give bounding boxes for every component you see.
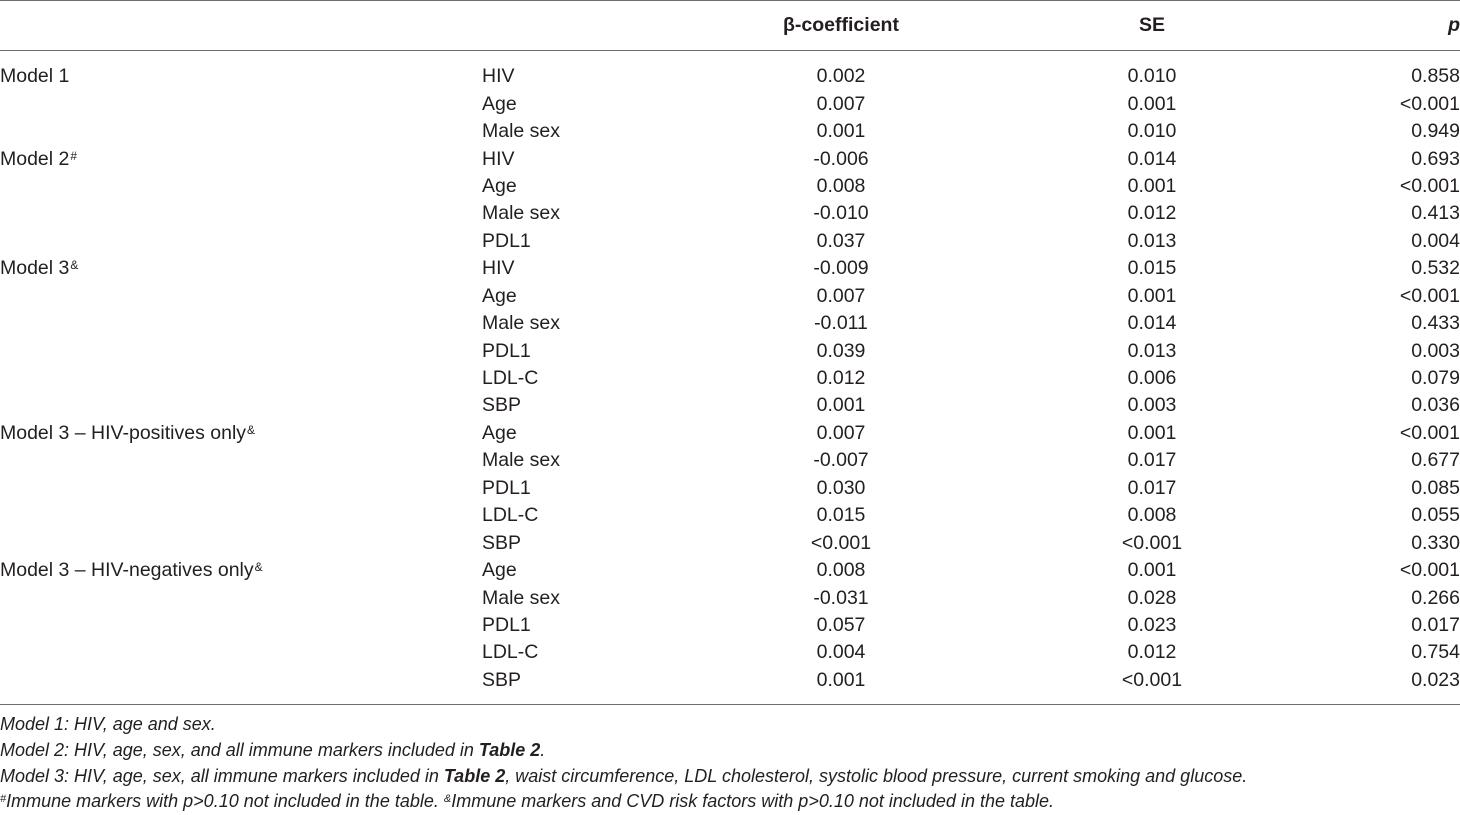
- cell-model: [0, 612, 482, 639]
- cell-se-text: 0.015: [1127, 257, 1177, 280]
- cell-se-text: 0.014: [1127, 312, 1177, 335]
- cell-beta-coefficient: [682, 173, 1004, 200]
- cell-p-value: [1304, 145, 1460, 172]
- cell-se-text: 0.010: [1127, 65, 1177, 88]
- cell-beta-coefficient-text: -0.010: [813, 202, 869, 225]
- cell-beta-coefficient-text: -0.011: [814, 312, 868, 335]
- cell-model: [0, 51, 482, 91]
- table-row: [0, 51, 1460, 91]
- cell-variable: PDL1: [482, 476, 531, 499]
- cell-model: [0, 118, 482, 145]
- cell-beta-coefficient-text: -0.031: [813, 586, 869, 609]
- cell-model: [0, 557, 482, 584]
- cell-p-value-text: 0.330: [1411, 531, 1460, 554]
- cell-variable: SBP: [482, 394, 522, 417]
- cell-p-value-text: <0.001: [1399, 559, 1460, 582]
- cell-variable: Male sex: [482, 586, 561, 609]
- cell-p-value-text: <0.001: [1399, 421, 1460, 444]
- cell-p-value: [1304, 90, 1460, 117]
- table-row: [0, 420, 1460, 447]
- table-row: [0, 173, 1460, 200]
- header-p-value: [1304, 1, 1460, 51]
- cell-se-text: 0.001: [1127, 559, 1177, 582]
- cell-beta-coefficient-text: 0.001: [816, 120, 866, 143]
- cell-variable: Age: [482, 284, 517, 307]
- cell-se: [1004, 337, 1304, 364]
- footnote-model-3-prefix: Model 3: HIV, age, sex, all immune markers included in: [0, 765, 444, 786]
- cell-variable: HIV: [482, 257, 515, 280]
- cell-beta-coefficient-text: 0.008: [816, 559, 866, 582]
- cell-p-value-text: 0.413: [1411, 202, 1460, 225]
- footnote-model-3-suffix: , waist circumference, LDL cholesterol, systolic blood pressure, current smoking and glucose.: [505, 765, 1248, 786]
- table-row: [0, 228, 1460, 255]
- cell-beta-coefficient-text: 0.007: [816, 284, 866, 307]
- table-row: [0, 283, 1460, 310]
- table-row: [0, 502, 1460, 529]
- cell-p-value: [1304, 365, 1460, 392]
- cell-variable: PDL1: [482, 339, 531, 362]
- cell-p-value-text: <0.001: [1399, 174, 1460, 197]
- cell-beta-coefficient: [682, 145, 1004, 172]
- cell-beta-coefficient-text: -0.006: [813, 147, 869, 170]
- cell-variable: PDL1: [482, 613, 531, 636]
- cell-beta-coefficient: [682, 612, 1004, 639]
- header-model: [0, 1, 482, 51]
- cell-variable: Age: [482, 174, 517, 197]
- cell-model: [0, 255, 482, 282]
- cell-model: [0, 200, 482, 227]
- cell-p-value-text: 0.949: [1411, 120, 1460, 143]
- cell-p-value: [1304, 447, 1460, 474]
- cell-variable: SBP: [482, 531, 522, 554]
- cell-se-text: 0.001: [1127, 174, 1177, 197]
- cell-p-value-text: 0.023: [1411, 668, 1460, 691]
- cell-variable: LDL-C: [482, 641, 539, 664]
- cell-se-text: 0.028: [1127, 586, 1177, 609]
- cell-se: [1004, 255, 1304, 282]
- cell-se: [1004, 502, 1304, 529]
- cell-beta-coefficient: [682, 639, 1004, 666]
- cell-se-text: 0.003: [1127, 394, 1177, 417]
- cell-model: [0, 639, 482, 666]
- cell-beta-coefficient-text: 0.007: [816, 92, 866, 115]
- cell-se: [1004, 200, 1304, 227]
- cell-p-value-text: 0.079: [1411, 367, 1460, 390]
- cell-se: [1004, 612, 1304, 639]
- cell-se-text: <0.001: [1121, 668, 1183, 691]
- cell-p-value-text: 0.677: [1411, 449, 1460, 472]
- cell-beta-coefficient-text: 0.007: [816, 421, 866, 444]
- cell-variable: LDL-C: [482, 504, 539, 527]
- table-row: [0, 255, 1460, 282]
- cell-se-text: 0.017: [1127, 476, 1177, 499]
- cell-se-text: 0.012: [1127, 641, 1177, 664]
- cell-beta-coefficient: [682, 51, 1004, 91]
- cell-se-text: 0.010: [1127, 120, 1177, 143]
- cell-p-value: [1304, 612, 1460, 639]
- cell-beta-coefficient: [682, 283, 1004, 310]
- cell-se-text: 0.012: [1127, 202, 1177, 225]
- cell-p-value-text: 0.693: [1411, 147, 1460, 170]
- ampersand-mark: &: [443, 793, 452, 806]
- cell-model: [0, 447, 482, 474]
- header-se: [1004, 1, 1304, 51]
- model-label: Model 3 – HIV-negatives only: [0, 559, 254, 582]
- table-row: [0, 200, 1460, 227]
- cell-p-value: [1304, 51, 1460, 91]
- cell-model: [0, 228, 482, 255]
- cell-model: [0, 502, 482, 529]
- cell-variable: Age: [482, 92, 517, 115]
- cell-beta-coefficient-text: 0.057: [816, 613, 866, 636]
- cell-se: [1004, 118, 1304, 145]
- cell-variable: HIV: [482, 65, 515, 88]
- cell-se-text: 0.001: [1127, 92, 1177, 115]
- cell-p-value-text: 0.085: [1411, 476, 1460, 499]
- cell-model: [0, 365, 482, 392]
- cell-variable: Male sex: [482, 449, 561, 472]
- header-p-label: p: [1448, 14, 1460, 36]
- cell-beta-coefficient: [682, 228, 1004, 255]
- cell-beta-coefficient: [682, 200, 1004, 227]
- cell-p-value: [1304, 667, 1460, 705]
- footnote-model-1: [0, 712, 1460, 738]
- table-row: [0, 118, 1460, 145]
- cell-se-text: 0.023: [1127, 613, 1177, 636]
- cell-beta-coefficient-text: 0.012: [816, 367, 866, 390]
- cell-se: [1004, 365, 1304, 392]
- cell-beta-coefficient: [682, 584, 1004, 611]
- cell-se: [1004, 392, 1304, 419]
- cell-beta-coefficient: [682, 502, 1004, 529]
- cell-beta-coefficient-text: 0.002: [816, 65, 866, 88]
- cell-p-value: [1304, 502, 1460, 529]
- table-header-row: [0, 1, 1460, 51]
- header-beta-coefficient: [682, 1, 1004, 51]
- table-row: [0, 612, 1460, 639]
- table-2-reference: Table 2: [478, 739, 541, 760]
- cell-beta-coefficient: [682, 337, 1004, 364]
- cell-se: [1004, 557, 1304, 584]
- footnote-model-2-suffix: .: [540, 739, 546, 760]
- cell-p-value: [1304, 173, 1460, 200]
- cell-p-value-text: 0.055: [1411, 504, 1460, 527]
- hash-mark: #: [0, 793, 7, 806]
- cell-p-value: [1304, 392, 1460, 419]
- table-footnotes: [0, 712, 1460, 815]
- cell-beta-coefficient: [682, 667, 1004, 705]
- table-row: [0, 557, 1460, 584]
- cell-variable: Age: [482, 559, 517, 582]
- model-footnote-mark: #: [70, 148, 78, 163]
- table-row: [0, 447, 1460, 474]
- header-beta-label: β-coefficient: [783, 14, 899, 36]
- cell-model: [0, 310, 482, 337]
- cell-p-value-text: 0.266: [1411, 586, 1460, 609]
- table-row: [0, 639, 1460, 666]
- cell-p-value-text: 0.433: [1411, 312, 1460, 335]
- cell-p-value: [1304, 200, 1460, 227]
- cell-se: [1004, 584, 1304, 611]
- footnote-hash-note: Immune markers with p>0.10 not included in the table.: [6, 791, 444, 812]
- cell-se: [1004, 145, 1304, 172]
- model-footnote-mark: &: [70, 258, 79, 273]
- table-row: [0, 529, 1460, 556]
- model-footnote-mark: &: [254, 560, 263, 575]
- cell-model: [0, 584, 482, 611]
- cell-beta-coefficient-text: <0.001: [810, 531, 872, 554]
- table-row: [0, 337, 1460, 364]
- cell-p-value: [1304, 255, 1460, 282]
- cell-model: [0, 392, 482, 419]
- cell-beta-coefficient-text: 0.030: [816, 476, 866, 499]
- cell-beta-coefficient-text: 0.001: [816, 394, 866, 417]
- cell-beta-coefficient: [682, 475, 1004, 502]
- cell-p-value-text: <0.001: [1399, 92, 1460, 115]
- cell-beta-coefficient-text: 0.004: [816, 641, 866, 664]
- cell-beta-coefficient-text: 0.015: [816, 504, 866, 527]
- cell-p-value: [1304, 283, 1460, 310]
- cell-variable: Male sex: [482, 202, 561, 225]
- cell-beta-coefficient-text: 0.001: [816, 668, 866, 691]
- cell-model: [0, 145, 482, 172]
- cell-se: [1004, 283, 1304, 310]
- cell-se-text: <0.001: [1121, 531, 1183, 554]
- table-row: [0, 310, 1460, 337]
- cell-p-value: [1304, 228, 1460, 255]
- cell-se-text: 0.013: [1127, 229, 1177, 252]
- cell-se: [1004, 228, 1304, 255]
- cell-se: [1004, 90, 1304, 117]
- cell-model: [0, 90, 482, 117]
- cell-variable: Male sex: [482, 120, 561, 143]
- model-label: Model 3: [0, 257, 70, 280]
- cell-p-value: [1304, 420, 1460, 447]
- model-footnote-mark: &: [247, 422, 256, 437]
- cell-p-value: [1304, 337, 1460, 364]
- cell-variable: SBP: [482, 667, 682, 705]
- cell-p-value: [1304, 475, 1460, 502]
- cell-model: [0, 420, 482, 447]
- cell-se: [1004, 173, 1304, 200]
- cell-se: [1004, 475, 1304, 502]
- cell-model: [0, 337, 482, 364]
- cell-variable: LDL-C: [482, 367, 539, 390]
- cell-se-text: 0.013: [1127, 339, 1177, 362]
- cell-model: [0, 283, 482, 310]
- table-row: [0, 584, 1460, 611]
- cell-p-value-text: 0.036: [1411, 394, 1460, 417]
- cell-variable: HIV: [482, 147, 515, 170]
- cell-se: [1004, 420, 1304, 447]
- cell-p-value-text: 0.017: [1411, 613, 1460, 636]
- table-row: [0, 392, 1460, 419]
- header-variable: [482, 1, 682, 51]
- cell-se-text: 0.001: [1127, 421, 1177, 444]
- cell-p-value: [1304, 557, 1460, 584]
- cell-variable: Male sex: [482, 312, 561, 335]
- table-2-reference: Table 2: [443, 765, 506, 786]
- model-label: Model 1: [0, 65, 70, 88]
- cell-se-text: 0.006: [1127, 367, 1177, 390]
- cell-se: [1004, 529, 1304, 556]
- cell-beta-coefficient: [682, 90, 1004, 117]
- footnote-model-3: [0, 764, 1460, 790]
- cell-model: [0, 667, 482, 705]
- cell-p-value: [1304, 639, 1460, 666]
- cell-beta-coefficient: [682, 420, 1004, 447]
- cell-variable: Age: [482, 421, 517, 444]
- cell-beta-coefficient: [682, 255, 1004, 282]
- cell-beta-coefficient: [682, 557, 1004, 584]
- cell-se-text: 0.001: [1127, 284, 1177, 307]
- cell-p-value-text: 0.754: [1411, 641, 1460, 664]
- cell-p-value-text: 0.004: [1411, 229, 1460, 252]
- cell-p-value-text: 0.003: [1411, 339, 1460, 362]
- footnote-model-2-prefix: Model 2: HIV, age, sex, and all immune markers included in: [0, 739, 479, 760]
- cell-variable: PDL1: [482, 229, 531, 252]
- footnote-ampersand-note: Immune markers and CVD risk factors with p>0.10 not included in the table.: [451, 791, 1055, 812]
- cell-se: [1004, 639, 1304, 666]
- header-se-label: SE: [1138, 14, 1165, 36]
- cell-beta-coefficient-text: -0.009: [813, 257, 869, 280]
- cell-p-value: [1304, 118, 1460, 145]
- footnote-marks: [0, 789, 1460, 815]
- cell-se: [1004, 51, 1304, 91]
- footnote-model-1-text: Model 1: HIV, age and sex.: [0, 714, 216, 734]
- cell-beta-coefficient: [682, 118, 1004, 145]
- cell-beta-coefficient: [682, 529, 1004, 556]
- cell-p-value: [1304, 310, 1460, 337]
- cell-se-text: 0.014: [1127, 147, 1177, 170]
- cell-beta-coefficient-text: -0.007: [813, 449, 869, 472]
- cell-p-value-text: 0.532: [1411, 257, 1460, 280]
- table-row: [0, 145, 1460, 172]
- cell-beta-coefficient: [682, 365, 1004, 392]
- table-row: [0, 365, 1460, 392]
- cell-p-value: [1304, 584, 1460, 611]
- cell-se: [1004, 447, 1304, 474]
- cell-beta-coefficient-text: 0.037: [816, 229, 866, 252]
- footnote-model-2: [0, 738, 1460, 764]
- cell-beta-coefficient-text: 0.039: [816, 339, 866, 362]
- cell-beta-coefficient: [682, 447, 1004, 474]
- model-label: Model 2: [0, 147, 70, 170]
- cell-beta-coefficient-text: 0.008: [816, 174, 866, 197]
- cell-se: [1004, 667, 1304, 705]
- cell-model: [0, 475, 482, 502]
- cell-model: [0, 173, 482, 200]
- table-body: [0, 51, 1460, 705]
- cell-se-text: 0.008: [1127, 504, 1177, 527]
- cell-beta-coefficient: [682, 310, 1004, 337]
- cell-beta-coefficient: [682, 392, 1004, 419]
- table-row: [0, 90, 1460, 117]
- cell-se-text: 0.017: [1127, 449, 1177, 472]
- cell-se: [1004, 310, 1304, 337]
- table-row: [0, 667, 1460, 705]
- cell-p-value: [1304, 529, 1460, 556]
- cell-p-value-text: 0.858: [1411, 65, 1460, 88]
- cell-p-value-text: <0.001: [1399, 284, 1460, 307]
- model-label: Model 3 – HIV-positives only: [0, 421, 247, 444]
- table-row: [0, 475, 1460, 502]
- cell-model: [0, 529, 482, 556]
